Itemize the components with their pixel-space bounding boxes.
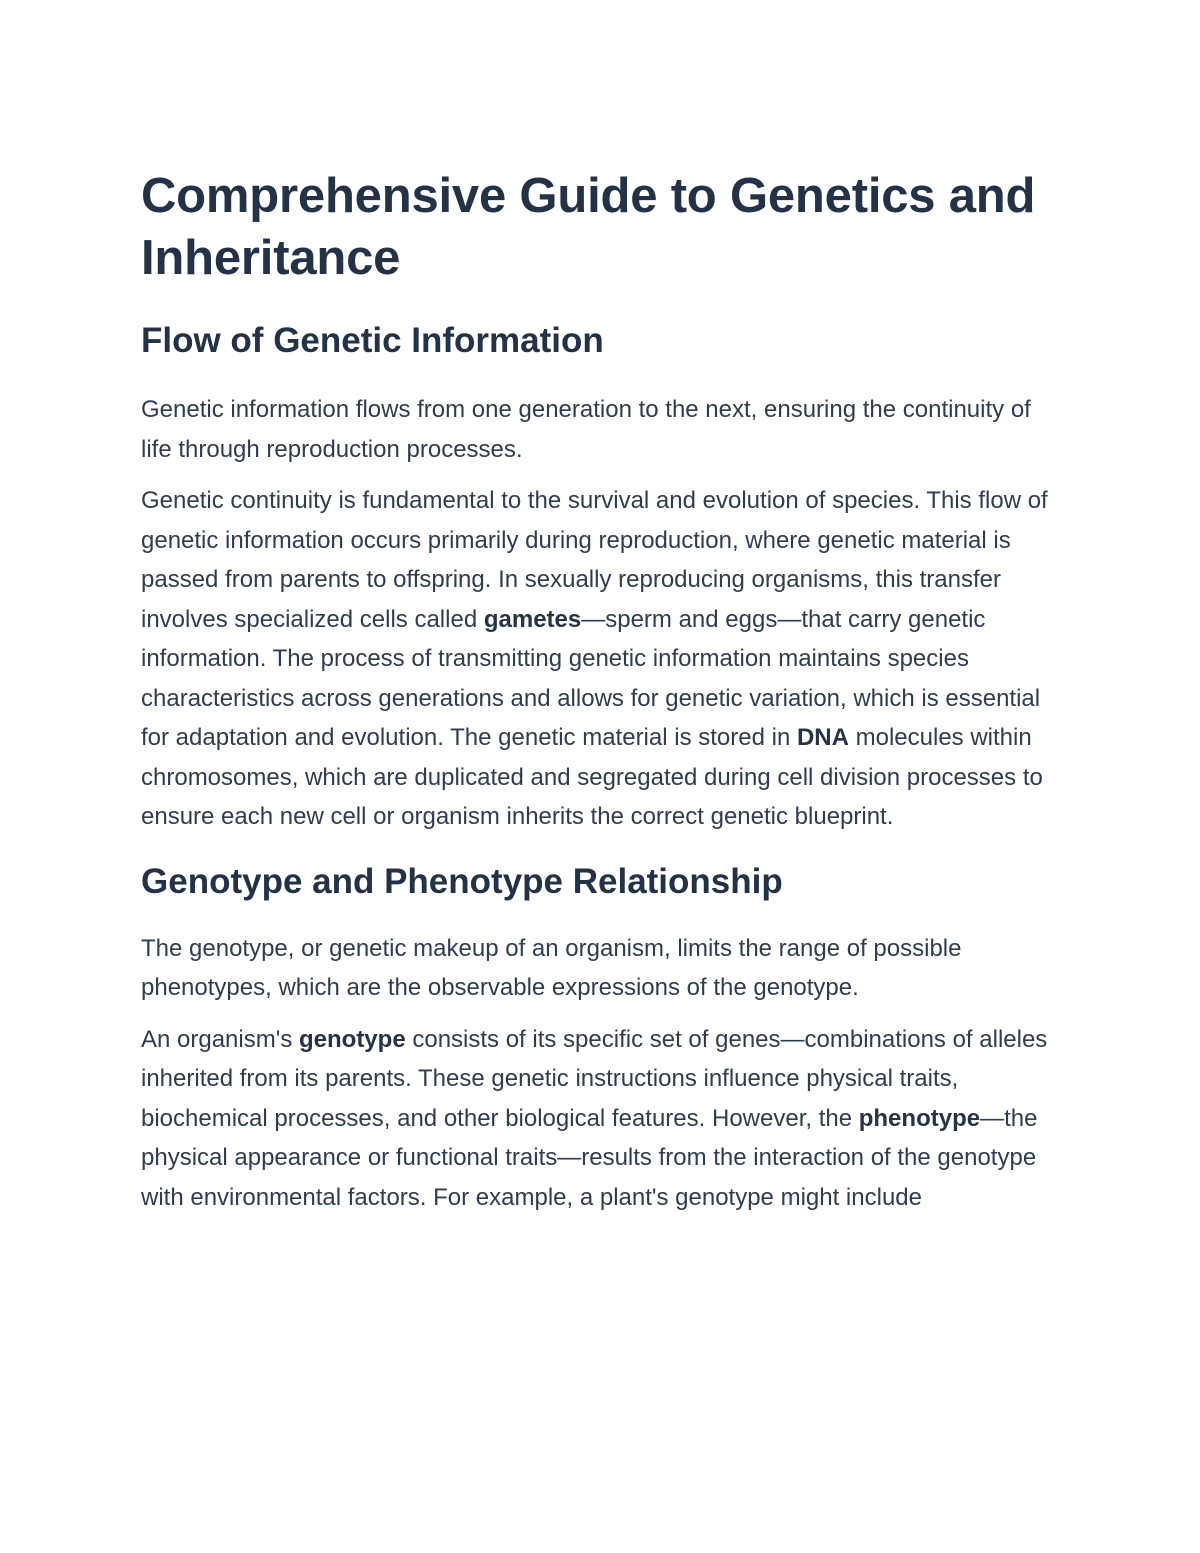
section-heading-genotype: Genotype and Phenotype Relationship — [141, 861, 783, 901]
body-text: —sperm and eggs—that carry genetic information. The process of transmitting genetic information maintains species characteristics across generations and allows for genetic variation, which is essential for adaptation and evolution. The genetic material is stored in — [141, 605, 1041, 751]
body-text: molecules within chromosomes, which are duplicated and segregated during cell division processes to ensure each new cell or organism inherits the correct genetic blueprint. — [141, 724, 1043, 830]
body-text: —the physical appearance or functional traits—results from the interaction of the genotype with environmental factors. For example, a plant's genotype might include — [141, 1104, 1038, 1211]
bold-term-dna: DNA — [796, 724, 849, 751]
section-heading-flow: Flow of Genetic Information — [141, 321, 604, 360]
body-text: Genetic continuity is fundamental to the survival and evolution of species. This flow of genetic information occurs primarily during reproduction, where genetic material is passed from parents to offspring. In sexually reproducing organisms, this transfer involves specialized cells called — [141, 487, 1048, 633]
section-body-flow — [141, 481, 1066, 837]
section-intro-genotype: The genotype, or genetic makeup of an organism, limits the range of possible phenotypes, which are the observable expressions of the genotype. — [141, 934, 962, 1001]
bold-term-genotype: genotype — [298, 1025, 406, 1053]
body-text: An organism's — [141, 1025, 299, 1053]
section-body-genotype — [141, 1020, 1066, 1218]
body-text: consists of its specific set of genes—combinations of alleles inherited from its parents. These genetic instructions influence physical traits, biochemical processes, and other biological features. However, the — [141, 1025, 1048, 1132]
bold-term-phenotype: phenotype — [858, 1104, 981, 1132]
page-title: Comprehensive Guide to Genetics and Inheritance — [141, 169, 1036, 285]
bold-term-gametes: gametes — [483, 605, 582, 633]
section-intro-flow: Genetic information flows from one generation to the next, ensuring the continuity of life through reproduction processes. — [141, 396, 1031, 463]
document-page — [141, 165, 1066, 1217]
